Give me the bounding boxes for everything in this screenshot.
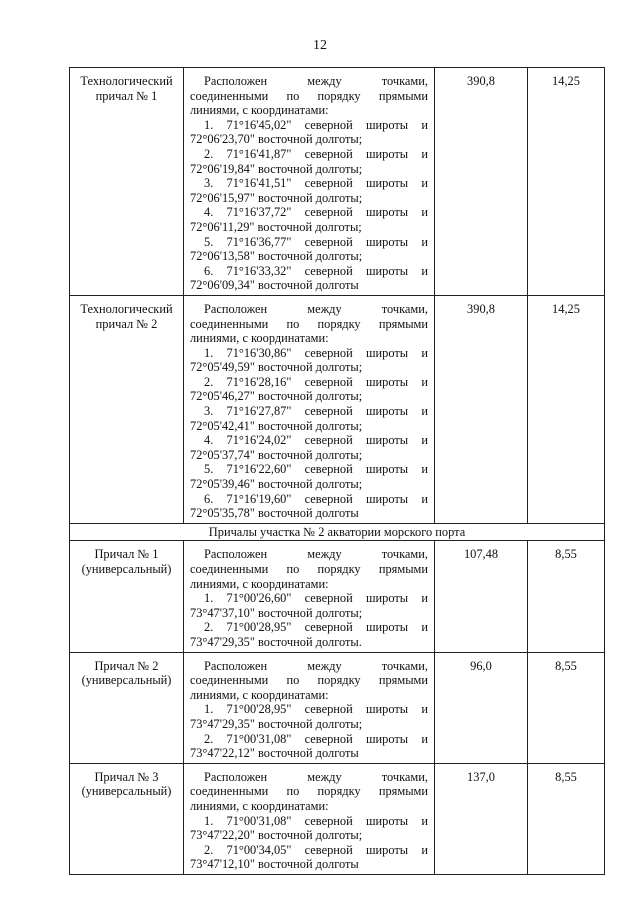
description-line-word: прямыми bbox=[378, 784, 428, 799]
coordinate-number: 3. bbox=[204, 176, 214, 191]
coordinate-latitude bbox=[190, 433, 428, 448]
coordinate-latitude-value: 71°16'41,51" bbox=[226, 176, 292, 191]
berth-length-cell: 390,8 bbox=[435, 295, 528, 523]
berth-name-line: Причал № 1 bbox=[94, 547, 159, 562]
description-line-word: соединенными bbox=[190, 316, 269, 331]
coordinate-latitude-value: 71°00'26,60" bbox=[226, 591, 292, 606]
berth-name-line: причал № 1 bbox=[95, 88, 158, 103]
coordinate-latitude-value: 71°16'37,72" bbox=[226, 205, 292, 220]
coordinate-longitude: 72°05'42,41" восточной долготы; bbox=[190, 418, 363, 433]
coordinate-latitude-word: северной bbox=[304, 702, 353, 717]
coordinate-latitude-word: широты bbox=[365, 620, 409, 635]
coordinate-latitude-word: и bbox=[421, 205, 428, 220]
coordinate-latitude-word: широты bbox=[365, 591, 409, 606]
coordinate-latitude-word: северной bbox=[304, 146, 353, 161]
coordinate-latitude-value: 71°16'45,02" bbox=[226, 117, 292, 132]
coordinate-longitude: 72°06'23,70" восточной долготы; bbox=[190, 132, 363, 147]
coordinate-latitude-word: и bbox=[421, 731, 428, 746]
coordinate-point bbox=[190, 814, 428, 843]
coordinate-latitude-word: широты bbox=[365, 374, 409, 389]
coordinate-point bbox=[190, 732, 428, 761]
coordinate-latitude-value: 71°16'19,60" bbox=[226, 491, 292, 506]
coordinate-latitude-word: северной bbox=[304, 404, 353, 419]
coordinate-longitude: 73°47'29,35" восточной долготы; bbox=[190, 716, 363, 731]
description-line-word: между bbox=[307, 658, 342, 673]
coordinate-latitude-word: и bbox=[421, 176, 428, 191]
description-line-word: по bbox=[286, 784, 300, 799]
coordinate-latitude-value: 71°00'31,08" bbox=[226, 731, 292, 746]
description-line-word: точками, bbox=[381, 769, 428, 784]
berth-name-cell bbox=[70, 763, 184, 874]
description-line-word: соединенными bbox=[190, 562, 269, 576]
coordinate-latitude-word: широты bbox=[365, 842, 409, 857]
coordinate-longitude: 72°05'35,78" восточной долготы bbox=[190, 506, 359, 521]
description-line bbox=[190, 659, 428, 674]
coordinate-latitude-word: и bbox=[421, 620, 428, 635]
berth-description-cell bbox=[184, 295, 435, 523]
coordinate-latitude bbox=[190, 843, 428, 858]
coordinate-latitude bbox=[190, 702, 428, 717]
coordinate-latitude bbox=[190, 462, 428, 477]
coordinate-number: 3. bbox=[204, 404, 214, 419]
description-line-word: соединенными bbox=[190, 784, 269, 799]
coordinate-point bbox=[190, 118, 428, 147]
coordinate-latitude-word: и bbox=[421, 842, 428, 857]
description-line-word: порядку bbox=[317, 88, 361, 103]
coordinate-latitude-value: 71°16'33,32" bbox=[226, 263, 292, 278]
description-line-word: Расположен bbox=[204, 547, 268, 562]
coordinate-longitude: 73°47'37,10" восточной долготы; bbox=[190, 605, 363, 620]
coordinate-longitude: 73°47'29,35" восточной долготы. bbox=[190, 634, 362, 649]
coordinate-latitude-word: широты bbox=[365, 462, 409, 477]
coordinate-number: 5. bbox=[204, 462, 214, 477]
description-line-word: между bbox=[307, 547, 342, 562]
description-line-word: прямыми bbox=[378, 88, 428, 103]
coordinate-longitude: 73°47'22,12" восточной долготы bbox=[190, 746, 359, 761]
coordinate-longitude: 72°06'09,34" восточной долготы bbox=[190, 278, 359, 293]
coordinate-latitude-word: северной bbox=[304, 374, 353, 389]
coordinate-latitude-word: широты bbox=[365, 263, 409, 278]
berth-name-line: Технологический bbox=[80, 301, 173, 316]
berth-name-line: (универсальный) bbox=[81, 673, 172, 688]
description-line-word: Расположен bbox=[204, 301, 268, 316]
coordinate-latitude-value: 71°16'41,87" bbox=[226, 146, 292, 161]
coordinate-latitude-word: и bbox=[421, 117, 428, 132]
coordinate-number: 1. bbox=[204, 702, 214, 717]
description-line bbox=[190, 784, 428, 799]
coordinate-latitude-word: и bbox=[421, 263, 428, 278]
coordinate-latitude bbox=[190, 620, 428, 635]
description-line-word: прямыми bbox=[378, 673, 428, 688]
coordinate-number: 2. bbox=[204, 731, 214, 746]
coordinate-number: 4. bbox=[204, 433, 214, 448]
description-line-word: соединенными bbox=[190, 88, 269, 103]
coordinate-latitude-word: широты bbox=[365, 491, 409, 506]
coordinate-latitude-word: и bbox=[421, 345, 428, 360]
coordinate-latitude-word: северной bbox=[304, 591, 353, 606]
berth-depth-cell: 14,25 bbox=[528, 295, 605, 523]
berth-name-cell bbox=[70, 68, 184, 296]
coordinate-latitude-word: широты bbox=[365, 176, 409, 191]
coordinate-latitude bbox=[190, 235, 428, 250]
description-line bbox=[190, 302, 428, 317]
coordinate-latitude-value: 71°16'27,87" bbox=[226, 404, 292, 419]
coordinate-latitude bbox=[190, 814, 428, 829]
coordinate-point bbox=[190, 492, 428, 521]
coordinate-number: 5. bbox=[204, 234, 214, 249]
coordinate-latitude-value: 71°00'28,95" bbox=[226, 620, 292, 635]
coordinate-latitude-word: северной bbox=[304, 263, 353, 278]
coordinate-longitude: 72°06'11,29" восточной долготы; bbox=[190, 219, 362, 234]
description-line-word: Расположен bbox=[204, 74, 268, 88]
coordinate-latitude-word: и bbox=[421, 491, 428, 506]
description-line-word: порядку bbox=[317, 316, 361, 331]
coordinate-longitude: 73°47'22,20" восточной долготы; bbox=[190, 828, 363, 843]
coordinate-latitude-word: северной bbox=[304, 462, 353, 477]
coordinate-latitude-word: широты bbox=[365, 117, 409, 132]
coordinate-latitude bbox=[190, 375, 428, 390]
berth-name-line: (универсальный) bbox=[81, 562, 172, 576]
coordinate-number: 2. bbox=[204, 374, 214, 389]
berth-row bbox=[70, 295, 605, 523]
coordinate-latitude-word: и bbox=[421, 462, 428, 477]
coordinate-latitude-word: северной bbox=[304, 176, 353, 191]
berth-row bbox=[70, 68, 605, 296]
coordinate-latitude-value: 71°16'24,02" bbox=[226, 433, 292, 448]
coordinate-number: 2. bbox=[204, 842, 214, 857]
coordinate-point bbox=[190, 620, 428, 649]
coordinate-latitude bbox=[190, 591, 428, 606]
coordinate-point bbox=[190, 346, 428, 375]
coordinate-longitude: 72°05'39,46" восточной долготы; bbox=[190, 477, 363, 492]
coordinate-point bbox=[190, 264, 428, 293]
coordinate-latitude-word: и bbox=[421, 702, 428, 717]
description-line: линиями, с координатами: bbox=[190, 576, 329, 591]
coordinate-point bbox=[190, 235, 428, 264]
coordinate-latitude-word: широты bbox=[365, 404, 409, 419]
description-line bbox=[190, 74, 428, 89]
coordinate-latitude-word: широты bbox=[365, 234, 409, 249]
coordinate-latitude-word: и bbox=[421, 234, 428, 249]
description-line-word: между bbox=[307, 769, 342, 784]
coordinate-point bbox=[190, 702, 428, 731]
berth-name-cell bbox=[70, 652, 184, 763]
coordinate-latitude-word: северной bbox=[304, 117, 353, 132]
description-line-word: порядку bbox=[317, 784, 361, 799]
coordinate-number: 1. bbox=[204, 591, 214, 606]
coordinate-point bbox=[190, 462, 428, 491]
berth-name-line: Причал № 2 bbox=[94, 658, 159, 673]
description-line-word: порядку bbox=[317, 562, 361, 576]
coordinate-latitude-word: широты bbox=[365, 433, 409, 448]
berth-depth-cell: 8,55 bbox=[528, 541, 605, 652]
berth-length-cell: 137,0 bbox=[435, 763, 528, 874]
coordinate-latitude-value: 71°00'28,95" bbox=[226, 702, 292, 717]
page-number: 12 bbox=[313, 38, 327, 53]
berth-depth-cell: 14,25 bbox=[528, 68, 605, 296]
description-line-word: Расположен bbox=[204, 658, 268, 673]
description-line-word: соединенными bbox=[190, 673, 269, 688]
coordinate-number: 1. bbox=[204, 117, 214, 132]
coordinate-latitude bbox=[190, 492, 428, 507]
berth-length-cell: 107,48 bbox=[435, 541, 528, 652]
coordinate-latitude bbox=[190, 176, 428, 191]
description-line bbox=[190, 547, 428, 562]
coordinate-latitude-word: и bbox=[421, 404, 428, 419]
coordinate-latitude bbox=[190, 346, 428, 361]
coordinate-latitude bbox=[190, 118, 428, 133]
coordinate-latitude-word: и bbox=[421, 146, 428, 161]
description-line: линиями, с координатами: bbox=[190, 687, 329, 702]
description-line bbox=[190, 317, 428, 332]
description-line bbox=[190, 770, 428, 785]
description-line-word: по bbox=[286, 88, 300, 103]
description-line-word: Расположен bbox=[204, 769, 268, 784]
description-line-word: прямыми bbox=[378, 562, 428, 576]
description-line-word: прямыми bbox=[378, 316, 428, 331]
description-line-word: порядку bbox=[317, 673, 361, 688]
coordinate-longitude: 72°06'19,84" восточной долготы; bbox=[190, 161, 363, 176]
coordinate-longitude: 72°05'37,74" восточной долготы; bbox=[190, 447, 363, 462]
berth-name-line: (универсальный) bbox=[81, 784, 172, 799]
coordinate-latitude-word: северной bbox=[304, 205, 353, 220]
description-line-word: по bbox=[286, 316, 300, 331]
coordinate-latitude-word: широты bbox=[365, 813, 409, 828]
berth-length-cell: 96,0 bbox=[435, 652, 528, 763]
berth-name-cell bbox=[70, 541, 184, 652]
coordinate-latitude-value: 71°00'31,08" bbox=[226, 813, 292, 828]
coordinate-point bbox=[190, 375, 428, 404]
description-line bbox=[190, 89, 428, 104]
coordinate-number: 6. bbox=[204, 491, 214, 506]
description-line-word: точками, bbox=[381, 547, 428, 562]
coordinate-latitude-word: широты bbox=[365, 205, 409, 220]
coordinate-latitude-word: северной bbox=[304, 433, 353, 448]
coordinate-latitude-word: и bbox=[421, 374, 428, 389]
coordinate-latitude bbox=[190, 264, 428, 279]
coordinate-latitude-word: и bbox=[421, 591, 428, 606]
coordinate-point bbox=[190, 433, 428, 462]
coordinate-point bbox=[190, 205, 428, 234]
coordinate-latitude-word: широты bbox=[365, 731, 409, 746]
coordinate-latitude bbox=[190, 404, 428, 419]
coordinate-latitude-word: северной bbox=[304, 842, 353, 857]
coordinate-number: 4. bbox=[204, 205, 214, 220]
berth-row bbox=[70, 652, 605, 763]
coordinate-number: 1. bbox=[204, 345, 214, 360]
berth-depth-cell: 8,55 bbox=[528, 763, 605, 874]
coordinate-latitude-word: северной bbox=[304, 491, 353, 506]
description-line bbox=[190, 562, 428, 577]
description-line-word: точками, bbox=[381, 74, 428, 88]
berths-table bbox=[69, 67, 605, 875]
description-line-word: между bbox=[307, 301, 342, 316]
coordinate-longitude: 73°47'12,10" восточной долготы bbox=[190, 857, 359, 872]
berth-description-cell bbox=[184, 68, 435, 296]
berth-depth-cell: 8,55 bbox=[528, 652, 605, 763]
coordinate-longitude: 72°06'13,58" восточной долготы; bbox=[190, 249, 363, 264]
coordinate-latitude-word: широты bbox=[365, 345, 409, 360]
coordinate-longitude: 72°05'46,27" восточной долготы; bbox=[190, 389, 363, 404]
description-line-word: точками, bbox=[381, 301, 428, 316]
coordinate-latitude-word: северной bbox=[304, 345, 353, 360]
berth-name-line: причал № 2 bbox=[95, 316, 158, 331]
coordinate-latitude-word: северной bbox=[304, 620, 353, 635]
description-line-word: по bbox=[286, 673, 300, 688]
berth-name-cell bbox=[70, 295, 184, 523]
coordinate-latitude-word: северной bbox=[304, 813, 353, 828]
berth-row bbox=[70, 763, 605, 874]
coordinate-latitude-word: широты bbox=[365, 146, 409, 161]
coordinate-longitude: 72°05'49,59" восточной долготы; bbox=[190, 360, 363, 375]
coordinate-latitude-word: и bbox=[421, 813, 428, 828]
coordinate-number: 2. bbox=[204, 146, 214, 161]
description-line-word: точками, bbox=[381, 658, 428, 673]
berth-row bbox=[70, 541, 605, 652]
coordinate-point bbox=[190, 404, 428, 433]
coordinate-latitude-value: 71°00'34,05" bbox=[226, 842, 292, 857]
description-line-word: по bbox=[286, 562, 300, 576]
coordinate-point bbox=[190, 843, 428, 872]
coordinate-latitude-word: северной bbox=[304, 731, 353, 746]
coordinate-latitude bbox=[190, 732, 428, 747]
coordinate-longitude: 72°06'15,97" восточной долготы; bbox=[190, 190, 363, 205]
coordinate-latitude bbox=[190, 147, 428, 162]
description-line: линиями, с координатами: bbox=[190, 331, 329, 346]
coordinate-point bbox=[190, 176, 428, 205]
berth-description-cell bbox=[184, 652, 435, 763]
section-row bbox=[70, 523, 605, 541]
berths-table-body bbox=[70, 68, 605, 875]
coordinate-latitude-word: и bbox=[421, 433, 428, 448]
coordinate-latitude bbox=[190, 205, 428, 220]
coordinate-point bbox=[190, 147, 428, 176]
coordinate-number: 2. bbox=[204, 620, 214, 635]
coordinate-latitude-value: 71°16'30,86" bbox=[226, 345, 292, 360]
coordinate-number: 1. bbox=[204, 813, 214, 828]
berth-description-cell bbox=[184, 541, 435, 652]
description-line-word: между bbox=[307, 74, 342, 88]
section-title: Причалы участка № 2 акватории морского порта bbox=[70, 523, 605, 541]
coordinate-point bbox=[190, 591, 428, 620]
coordinate-latitude-value: 71°16'22,60" bbox=[226, 462, 292, 477]
coordinate-number: 6. bbox=[204, 263, 214, 278]
coordinate-latitude-value: 71°16'36,77" bbox=[226, 234, 292, 249]
description-line: линиями, с координатами: bbox=[190, 103, 329, 118]
berth-description-cell bbox=[184, 763, 435, 874]
berth-length-cell: 390,8 bbox=[435, 68, 528, 296]
berth-name-line: Причал № 3 bbox=[94, 769, 159, 784]
coordinate-latitude-word: северной bbox=[304, 234, 353, 249]
berth-name-line: Технологический bbox=[80, 74, 173, 88]
description-line bbox=[190, 673, 428, 688]
coordinate-latitude-word: широты bbox=[365, 702, 409, 717]
description-line: линиями, с координатами: bbox=[190, 798, 329, 813]
coordinate-latitude-value: 71°16'28,16" bbox=[226, 374, 292, 389]
